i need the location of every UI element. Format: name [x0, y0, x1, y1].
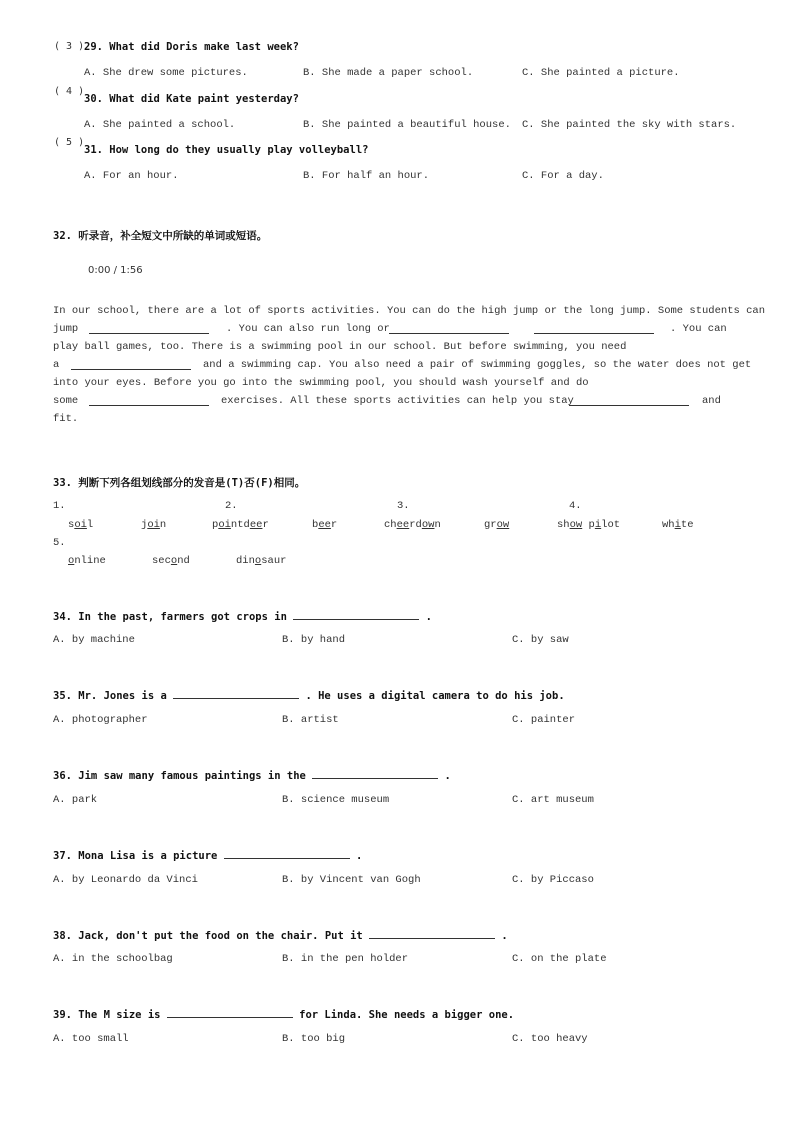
answer-blank[interactable]	[173, 688, 299, 699]
answer-blank[interactable]	[312, 768, 438, 779]
option-a[interactable]: A. by machine	[53, 634, 135, 646]
passage-line: some	[53, 395, 79, 407]
question-marker: ( 3 )	[54, 41, 85, 52]
answer-blank-3[interactable]	[534, 323, 654, 334]
item-number: 3.	[397, 500, 410, 512]
option-c[interactable]: C. She painted the sky with stars.	[522, 119, 737, 131]
question-marker: ( 5 )	[54, 137, 85, 148]
word-white: white	[662, 519, 694, 531]
question-title: 33. 判断下列各组划线部分的发音是(T)否(F)相同。	[53, 477, 306, 489]
option-b[interactable]: B. She made a paper school.	[303, 67, 474, 79]
question-text: 31. How long do they usually play volleyball?	[84, 144, 369, 156]
question-text: 30. What did Kate paint yesterday?	[84, 93, 299, 105]
question-title: 32. 听录音，补全短文中所缺的单词或短语。	[53, 230, 268, 242]
question-marker: ( 4 )	[54, 86, 85, 97]
option-a[interactable]: A. She painted a school.	[84, 119, 236, 131]
answer-blank[interactable]	[293, 609, 419, 620]
question-text: 39. The M size is for Linda. She needs a bigger one.	[53, 1009, 515, 1021]
option-a[interactable]: A. For an hour.	[84, 170, 179, 182]
option-c[interactable]: C. She painted a picture.	[522, 67, 680, 79]
question-text: 35. Mr. Jones is a . He uses a digital camera to do his job.	[53, 690, 565, 702]
question-text: 38. Jack, don't put the food on the chair. Put it .	[53, 930, 508, 942]
passage-line: into your eyes. Before you go into the swimming pool, you should wash yourself and do	[53, 377, 589, 389]
option-a[interactable]: A. park	[53, 794, 98, 806]
option-c[interactable]: C. too heavy	[512, 1033, 588, 1045]
option-c[interactable]: C. For a day.	[522, 170, 604, 182]
option-c[interactable]: C. by Piccaso	[512, 874, 594, 886]
answer-blank-5[interactable]	[89, 395, 209, 406]
option-a[interactable]: A. in the schoolbag	[53, 953, 173, 965]
word-beer: beer	[312, 519, 338, 531]
word-point-deer: pointdeer	[212, 519, 269, 531]
question-text: 36. Jim saw many famous paintings in the .	[53, 770, 451, 782]
item-number: 1.	[53, 500, 66, 512]
word-cheer-down: cheerdown	[384, 519, 441, 531]
word-join: join	[141, 519, 167, 531]
option-b[interactable]: B. For half an hour.	[303, 170, 430, 182]
passage-line: jump	[53, 323, 79, 335]
option-a[interactable]: A. too small	[53, 1033, 129, 1045]
passage-line: play ball games, too. There is a swimming pool in our school. But before swimming, you need	[53, 341, 627, 353]
option-c[interactable]: C. painter	[512, 714, 576, 726]
item-number: 2.	[225, 500, 238, 512]
option-a[interactable]: A. photographer	[53, 714, 148, 726]
option-b[interactable]: B. artist	[282, 714, 339, 726]
passage-line: fit.	[53, 413, 79, 425]
word-second: second	[152, 555, 190, 567]
option-a[interactable]: A. She drew some pictures.	[84, 67, 248, 79]
answer-blank[interactable]	[224, 848, 350, 859]
passage-line: and a swimming cap. You also need a pair of swimming goggles, so the water does not get	[203, 359, 752, 371]
word-grow: grow	[484, 519, 510, 531]
passage-line: and	[702, 395, 721, 407]
passage-line: In our school, there are a lot of sports activities. You can do the high jump or the long jump. Some students can	[53, 305, 766, 317]
word-dinosaur: dinosaur	[236, 555, 287, 567]
option-c[interactable]: C. art museum	[512, 794, 594, 806]
answer-blank-6[interactable]	[569, 395, 689, 406]
option-b[interactable]: B. in the pen holder	[282, 953, 409, 965]
word-show-pilot: show pilot	[557, 519, 621, 531]
answer-blank-4[interactable]	[71, 359, 191, 370]
option-b[interactable]: B. by hand	[282, 634, 346, 646]
question-text: 29. What did Doris make last week?	[84, 41, 299, 53]
passage-line: . You can	[670, 323, 727, 335]
answer-blank[interactable]	[369, 928, 495, 939]
word-soil: soil	[68, 519, 94, 531]
option-a[interactable]: A. by Leonardo da Vinci	[53, 874, 198, 886]
item-number: 5.	[53, 537, 66, 549]
item-number: 4.	[569, 500, 582, 512]
option-c[interactable]: C. on the plate	[512, 953, 607, 965]
option-b[interactable]: B. science museum	[282, 794, 390, 806]
question-text: 37. Mona Lisa is a picture .	[53, 850, 363, 862]
word-online: online	[68, 555, 106, 567]
answer-blank-1[interactable]	[89, 323, 209, 334]
option-b[interactable]: B. by Vincent van Gogh	[282, 874, 421, 886]
audio-player-time[interactable]: 0:00 / 1:56	[88, 265, 143, 276]
answer-blank[interactable]	[167, 1007, 293, 1018]
question-text: 34. In the past, farmers got crops in .	[53, 611, 432, 623]
option-c[interactable]: C. by saw	[512, 634, 569, 646]
option-b[interactable]: B. too big	[282, 1033, 346, 1045]
option-b[interactable]: B. She painted a beautiful house.	[303, 119, 511, 131]
passage-line: exercises. All these sports activities can help you stay	[221, 395, 574, 407]
passage-line: a	[53, 359, 60, 371]
answer-blank-2[interactable]	[389, 323, 509, 334]
passage-line: . You can also run long or	[226, 323, 390, 335]
